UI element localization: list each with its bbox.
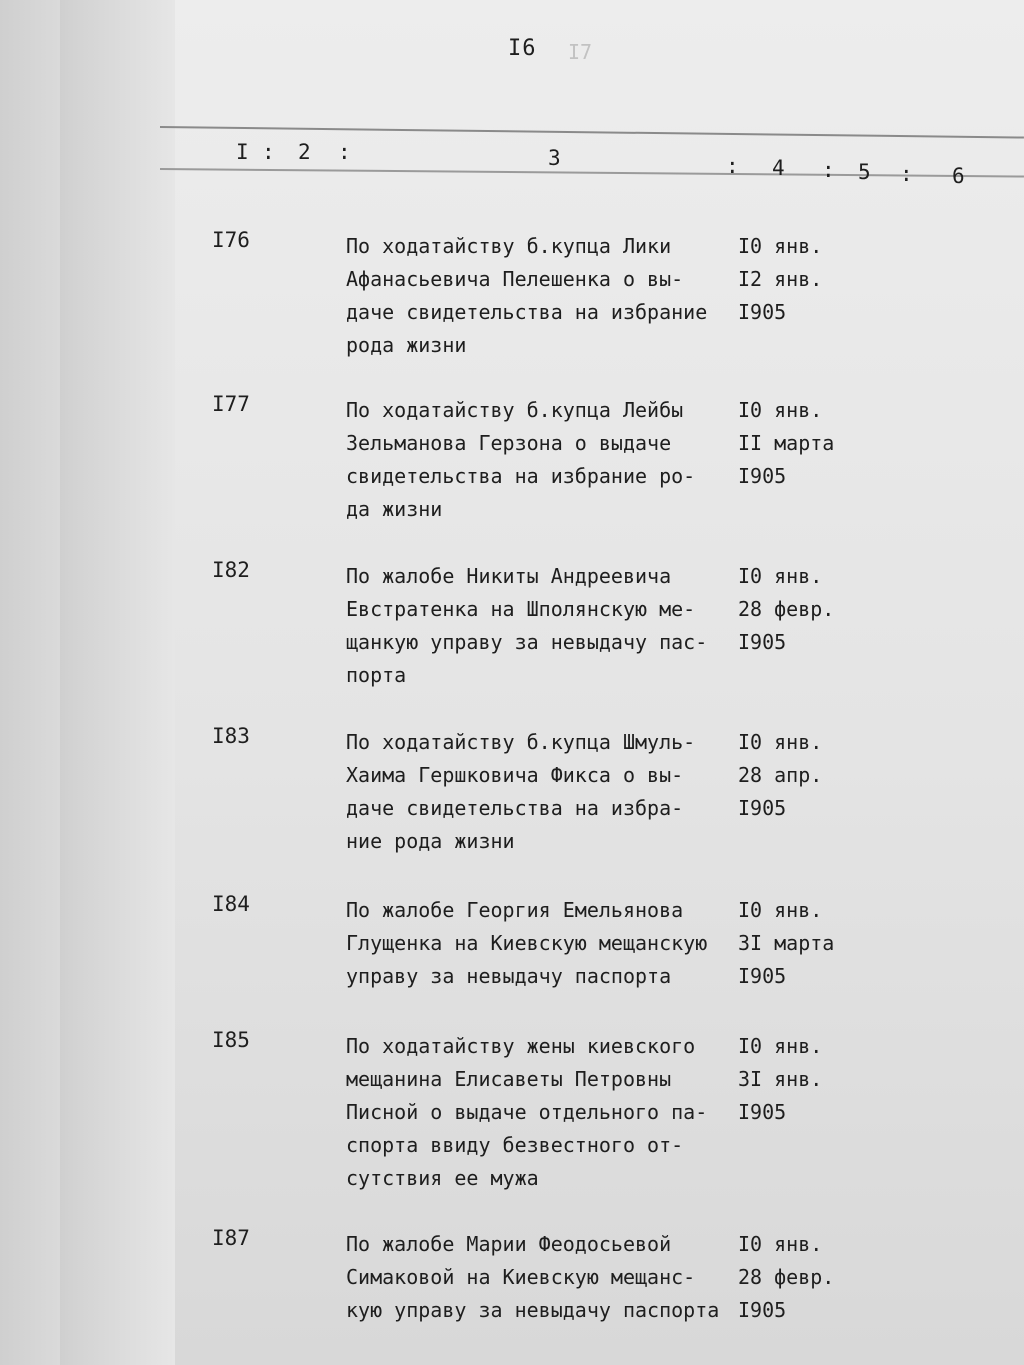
entry-description-line: Симаковой на Киевскую мещанс- (346, 1265, 696, 1289)
date-end: 3I янв. (738, 1067, 823, 1091)
column-separator: : (822, 158, 835, 182)
entry-description-line: рода жизни (346, 333, 467, 357)
entry-description-line: По жалобе Марии Феодосьевой (346, 1232, 672, 1256)
entry-description-line: Афанасьевича Пелешенка о вы- (346, 267, 684, 291)
entry-description-line: даче свидетельства на избра- (346, 796, 684, 820)
entry-dates (738, 1228, 858, 1327)
entry-description-line: сутствия ее мужа (346, 1166, 539, 1190)
entry-dates (738, 394, 858, 493)
date-year: I905 (738, 964, 787, 988)
entry-description-line: мещанина Елисаветы Петровны (346, 1067, 672, 1091)
entry-description-line: управу за невыдачу паспорта (346, 964, 672, 988)
entry-number: I77 (212, 392, 250, 416)
entry-dates (738, 894, 858, 993)
column-header-6: 6 (952, 164, 965, 188)
date-year: I905 (738, 300, 787, 324)
date-year: I905 (738, 1298, 787, 1322)
date-start: I0 янв. (738, 898, 823, 922)
column-separator: : (338, 140, 351, 164)
date-year: I905 (738, 464, 787, 488)
entry-number: I82 (212, 558, 250, 582)
entry-number: I85 (212, 1028, 250, 1052)
entry-number: I83 (212, 724, 250, 748)
entry-description-line: Хаима Гершковича Фикса о вы- (346, 763, 684, 787)
date-end: 28 февр. (738, 1265, 835, 1289)
header-rule-top (160, 126, 1024, 139)
entry-dates (738, 560, 858, 659)
date-start: I0 янв. (738, 398, 823, 422)
entry-description-line: По ходатайству б.купца Лейбы (346, 398, 684, 422)
entry-description-line: свидетельства на избрание ро- (346, 464, 696, 488)
column-header-5: 5 (858, 160, 871, 184)
entry-number: I84 (212, 892, 250, 916)
entry-description (346, 560, 738, 692)
page-number: I6 (508, 36, 537, 61)
date-end: II марта (738, 431, 835, 455)
entry-description-line: Писной о выдаче отдельного па- (346, 1100, 708, 1124)
entry-description-line: По ходатайству б.купца Лики (346, 234, 672, 258)
entry-number: I87 (212, 1226, 250, 1250)
entry-dates (738, 726, 858, 825)
entry-description-line: Зельманова Герзона о выдаче (346, 431, 672, 455)
entry-description-line: Глущенка на Киевскую мещанскую (346, 931, 708, 955)
date-end: 3I марта (738, 931, 835, 955)
entry-description (346, 1228, 738, 1327)
entry-description-line: кую управу за невыдачу паспорта (346, 1298, 720, 1322)
date-end: 28 апр. (738, 763, 823, 787)
date-year: I905 (738, 630, 787, 654)
page-number-bleed: I7 (568, 40, 593, 64)
date-start: I0 янв. (738, 234, 823, 258)
entry-description-line: щанкую управу за невыдачу пас- (346, 630, 708, 654)
header-rule-bottom (160, 168, 1024, 178)
column-header-4: 4 (772, 156, 785, 180)
date-year: I905 (738, 1100, 787, 1124)
entry-dates (738, 1030, 858, 1129)
date-end: 28 февр. (738, 597, 835, 621)
entry-description-line: По ходатайству б.купца Шмуль- (346, 730, 696, 754)
column-header-1: I (236, 140, 249, 164)
entry-description-line: По ходатайству жены киевского (346, 1034, 696, 1058)
entry-description-line: ние рода жизни (346, 829, 515, 853)
previous-page-edge (0, 0, 60, 1365)
date-start: I0 янв. (738, 1034, 823, 1058)
date-start: I0 янв. (738, 730, 823, 754)
column-header-3: 3 (548, 146, 561, 170)
column-header-2: 2 (298, 140, 311, 164)
entry-description-line: спорта ввиду безвестного от- (346, 1133, 684, 1157)
entry-description-line: По жалобе Никиты Андреевича (346, 564, 672, 588)
entry-description-line: По жалобе Георгия Емельянова (346, 898, 684, 922)
entry-description (346, 726, 738, 858)
column-separator: : (726, 154, 739, 178)
date-start: I0 янв. (738, 564, 823, 588)
column-separator: : (262, 140, 275, 164)
entry-description-line: Евстратенка на Шполянскую ме- (346, 597, 696, 621)
entry-description-line: даче свидетельства на избрание (346, 300, 708, 324)
entry-dates (738, 230, 858, 329)
entry-description (346, 394, 738, 526)
entry-description (346, 894, 738, 993)
entry-description (346, 1030, 738, 1195)
date-end: I2 янв. (738, 267, 823, 291)
entry-description (346, 230, 738, 362)
date-start: I0 янв. (738, 1232, 823, 1256)
entry-number: I76 (212, 228, 250, 252)
entry-description-line: да жизни (346, 497, 443, 521)
column-separator: : (900, 162, 913, 186)
entry-description-line: порта (346, 663, 407, 687)
date-year: I905 (738, 796, 787, 820)
